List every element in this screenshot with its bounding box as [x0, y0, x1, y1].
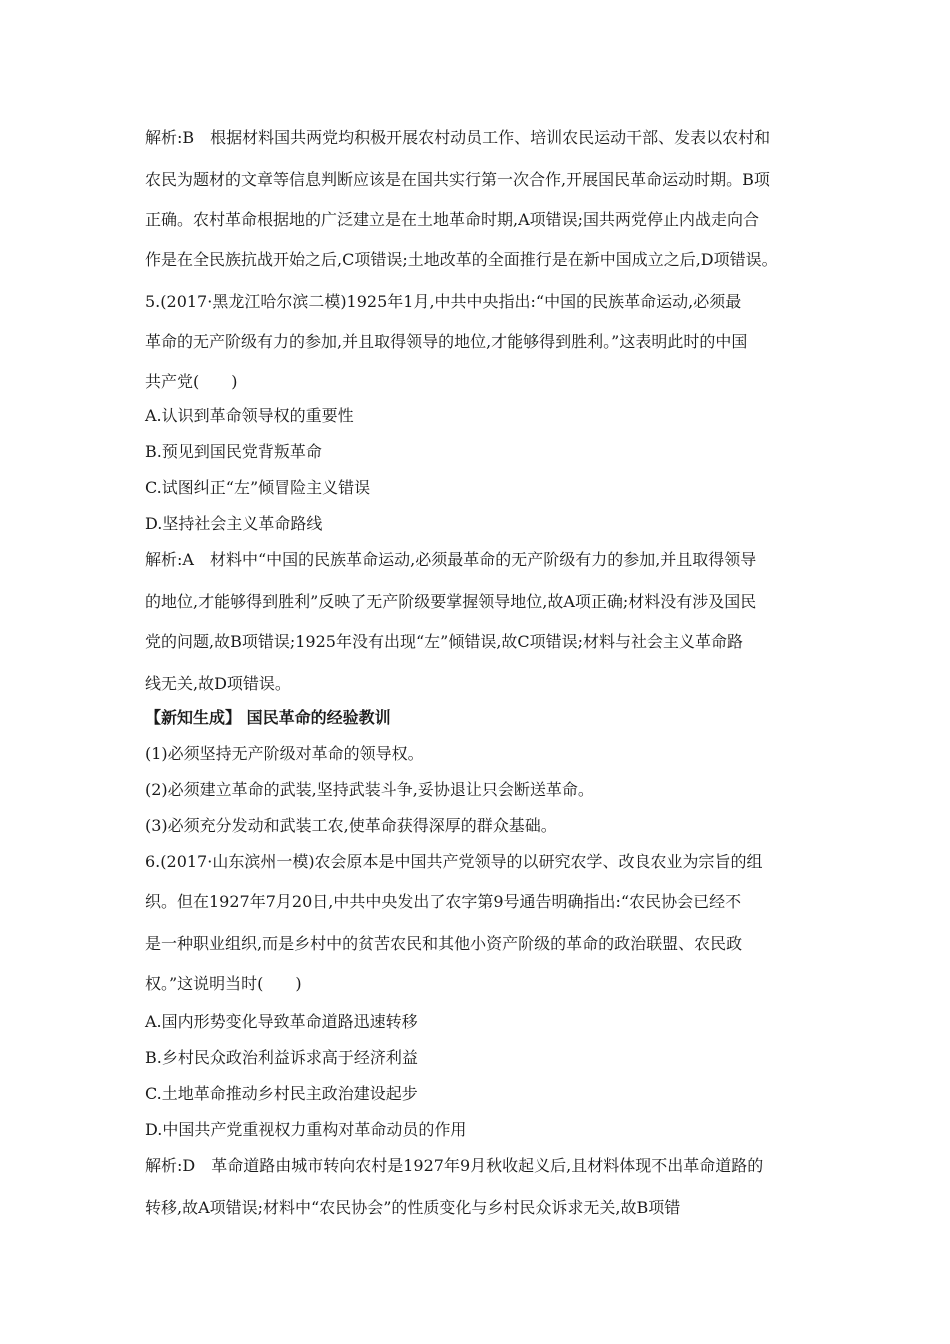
- question-5-stem-line-2: 革命的无产阶级有力的参加,并且取得领导的地位,才能够得到胜利。”这表明此时的中国: [145, 332, 748, 351]
- new-knowledge-item-2: (2)必须建立革命的武装,坚持武装斗争,妥协退让只会断送革命。: [145, 780, 594, 799]
- question-6-stem-line-4: 权。”这说明当时( ): [145, 974, 302, 993]
- question-6-option-c: C.土地革命推动乡村民主政治建设起步: [145, 1084, 418, 1103]
- analysis-4-line-1: 解析:B 根据材料国共两党均积极开展农村动员工作、培训农民运动干部、发表以农村和: [145, 128, 771, 147]
- analysis-6-line-2: 转移,故A项错误;材料中“农民协会”的性质变化与乡村民众诉求无关,故B项错: [145, 1198, 681, 1217]
- question-6-stem-line-2: 织。但在1927年7月20日,中共中央发出了农字第9号通告明确指出:“农民协会已经不: [145, 892, 742, 911]
- question-6-stem-line-3: 是一种职业组织,而是乡村中的贫苦农民和其他小资产阶级的革命的政治联盟、农民政: [145, 934, 743, 953]
- analysis-6-line-1: 解析:D 革命道路由城市转向农村是1927年9月秋收起义后,且材料体现不出革命道路的: [145, 1156, 764, 1175]
- analysis-5-line-4: 线无关,故D项错误。: [145, 674, 291, 693]
- question-5-option-d: D.坚持社会主义革命路线: [145, 514, 323, 533]
- question-5-option-a: A.认识到革命领导权的重要性: [145, 406, 354, 425]
- question-6-option-d: D.中国共产党重视权力重构对革命动员的作用: [145, 1120, 467, 1139]
- analysis-4-line-3: 正确。农村革命根据地的广泛建立是在土地革命时期,A项错误;国共两党停止内战走向合: [145, 210, 760, 229]
- analysis-4-line-4: 作是在全民族抗战开始之后,C项错误;土地改革的全面推行是在新中国成立之后,D项错误。: [145, 250, 778, 269]
- question-5-stem-line-1: 5.(2017·黑龙江哈尔滨二模)1925年1月,中共中央指出:“中国的民族革命运动,必须最: [145, 292, 742, 311]
- new-knowledge-heading: 【新知生成】 国民革命的经验教训: [145, 708, 391, 727]
- question-5-stem-line-3: 共产党( ): [145, 372, 238, 391]
- question-5-option-b: B.预见到国民党背叛革命: [145, 442, 322, 461]
- question-5-option-c: C.试图纠正“左”倾冒险主义错误: [145, 478, 371, 497]
- question-6-option-a: A.国内形势变化导致革命道路迅速转移: [145, 1012, 418, 1031]
- analysis-5-line-2: 的地位,才能够得到胜利”反映了无产阶级要掌握领导地位,故A项正确;材料没有涉及国民: [145, 592, 757, 611]
- analysis-5-line-1: 解析:A 材料中“中国的民族革命运动,必须最革命的无产阶级有力的参加,并且取得领导: [145, 550, 757, 569]
- new-knowledge-item-1: (1)必须坚持无产阶级对革命的领导权。: [145, 744, 424, 763]
- analysis-4-line-2: 农民为题材的文章等信息判断应该是在国共实行第一次合作,开展国民革命运动时期。B项: [145, 170, 770, 189]
- question-6-stem-line-1: 6.(2017·山东滨州一模)农会原本是中国共产党领导的以研究农学、改良农业为宗旨的组: [145, 852, 763, 871]
- analysis-5-line-3: 党的问题,故B项错误;1925年没有出现“左”倾错误,故C项错误;材料与社会主义革命路: [145, 632, 744, 651]
- new-knowledge-item-3: (3)必须充分发动和武装工农,使革命获得深厚的群众基础。: [145, 816, 557, 835]
- question-6-option-b: B.乡村民众政治利益诉求高于经济利益: [145, 1048, 418, 1067]
